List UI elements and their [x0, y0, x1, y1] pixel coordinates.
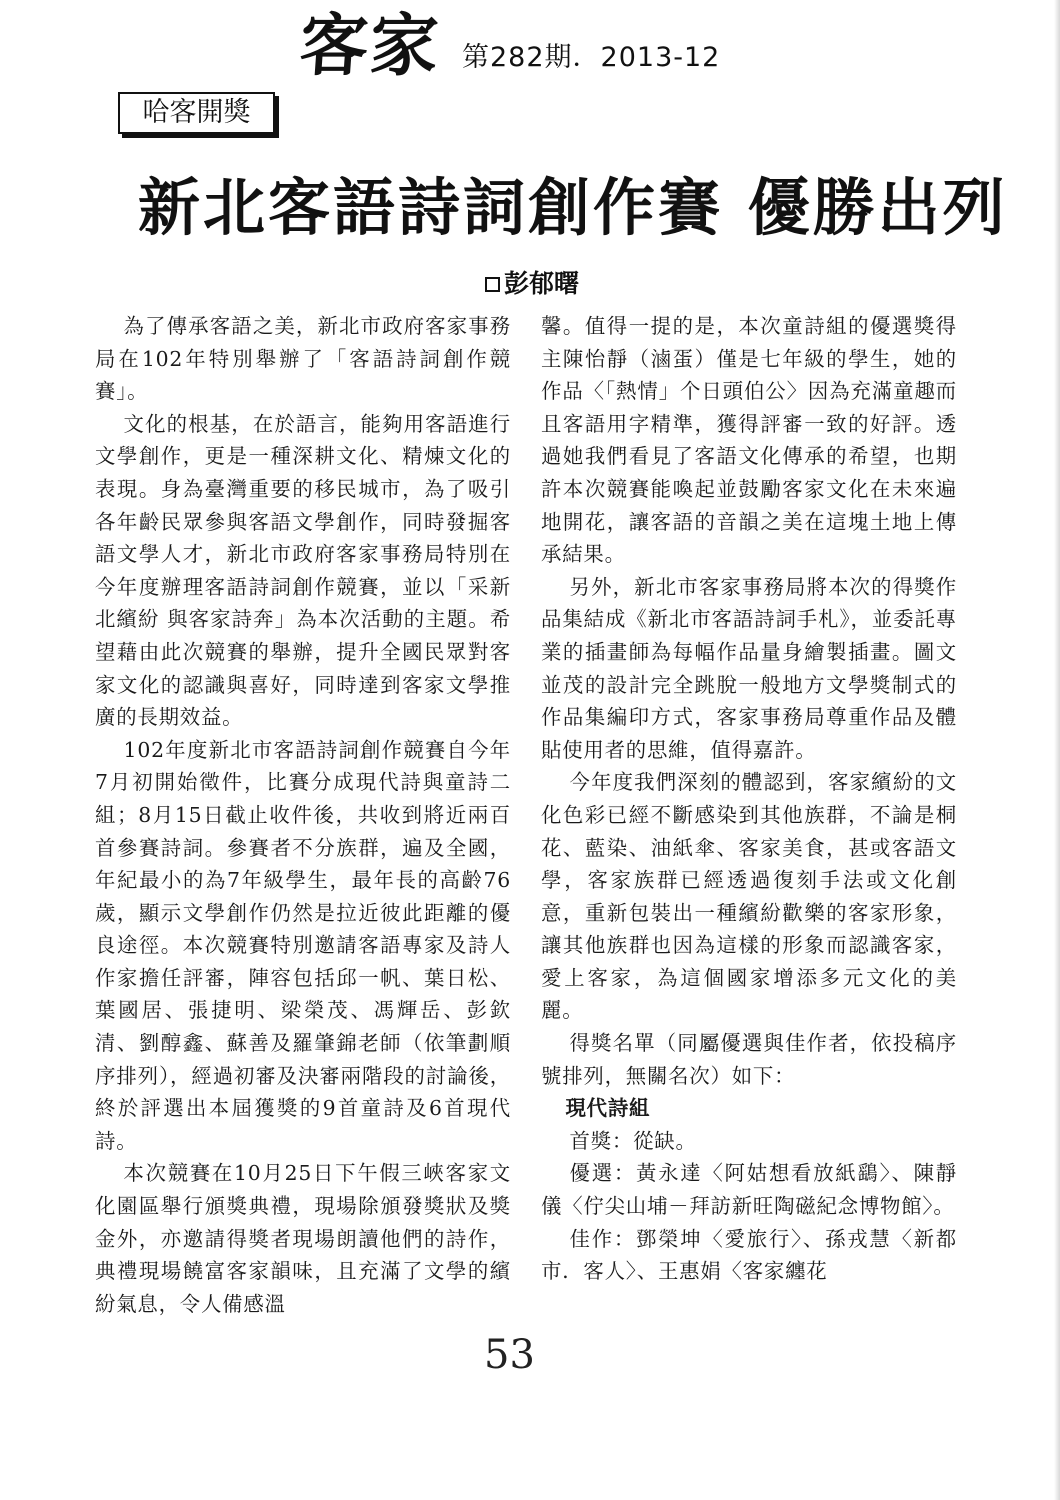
square-bullet-icon	[485, 277, 500, 292]
paragraph: 文化的根基，在於語言，能夠用客語進行文學創作，更是一種深耕文化、精煉文化的表現。身為臺灣重要的移民城市，為了吸引各年齡民眾參與客語文學創作，同時發掘客語文學人才，新北市政府客家事務局特別在今年度辦理客語詩詞創作競賽，並以「采新北繽紛 與客家詩奔」為本次活動的主題。希望藉由此次競賽的舉辦，提升全國民眾對客家文化的認識與喜好，同時達到客家文學推廣的長期效益。	[95, 411, 511, 730]
paragraph: 今年度我們深刻的體認到，客家繽紛的文化色彩已經不斷感染到其他族群，不論是桐花、藍染、油紙傘、客家美食，甚或客語文學，客家族群已經透過復刻手法或文化創意，重新包裝出一種繽紛歡樂的客家形象，讓其他族群也因為這樣的形象而認識客家，愛上客家，為這個國家增添多元文化的美麗。	[541, 770, 957, 1023]
article-column-left	[95, 310, 511, 1320]
article-column-right	[541, 310, 957, 1288]
paragraph: 另外，新北市客家事務局將本次的得獎作品集結成《新北市客語詩詞手札》，並委託專業的插畫師為每幅作品量身繪製插畫。圖文並茂的設計完全跳脫一般地方文學獎制式的作品集編印方式，客家事務局尊重作品及體貼使用者的思維，值得嘉許。	[541, 574, 957, 762]
paragraph: 得獎名單（同屬優選與佳作者，依投稿序號排列，無關名次）如下：	[541, 1031, 957, 1088]
scan-edge-shadow	[1054, 0, 1060, 1500]
paragraph: 102年度新北市客語詩詞創作競賽自今年7月初開始徵件，比賽分成現代詩與童詩二組；8月15日截止收件後，共收到將近兩百首參賽詩詞。參賽者不分族群，遍及全國，年紀最小的為7年級學生，最年長的高齡76歲，顯示文學創作仍然是拉近彼此距離的優良途徑。本次競賽特別邀請客語專家及詩人作家擔任評審，陣容包括邱一帆、葉日松、葉國居、張捷明、梁榮茂、馮輝岳、彭欽清、劉醇鑫、蘇善及羅肇錦老師（依筆劃順序排列），經過初審及決審兩階段的討論後，終於評選出本屆獲獎的9首童詩及6首現代詩。	[95, 737, 511, 1153]
award-entry: 優選：黃永達〈阿姑想看放紙鷂〉、陳靜儀〈佇尖山埔－拜訪新旺陶磁紀念博物館〉。	[541, 1161, 957, 1219]
page-number: 53	[484, 1332, 535, 1378]
award-entry: 佳作：鄧榮坤〈愛旅行〉、孫戎慧〈新都市．客人〉、王惠娟〈客家纏花	[541, 1226, 957, 1284]
magazine-logo: 客家	[297, 6, 443, 86]
awards-subheading: 現代詩組	[565, 1096, 651, 1121]
author-name: 彭郁曙	[504, 269, 580, 298]
byline	[485, 268, 579, 300]
paragraph: 馨。值得一提的是，本次童詩組的優選獎得主陳怡靜（滷蛋）僅是七年級的學生，她的作品〈「熱情」个日頭伯公〉因為充滿童趣而且客語用字精準，獲得評審一致的好評。透過她我們看見了客語文化傳承的希望，也期許本次競賽能喚起並鼓勵客家文化在未來遍地開花，讓客語的音韻之美在這塊土地上傳承結果。	[541, 314, 957, 567]
paragraph: 本次競賽在10月25日下午假三峽客家文化園區舉行頒獎典禮，現場除頒發獎狀及獎金外，亦邀請得獎者現場朗讀他們的詩作，典禮現場饒富客家韻味，且充滿了文學的繽紛氣息，令人備感溫	[95, 1161, 511, 1316]
section-tag: 哈客開獎	[118, 92, 275, 134]
issue-info: 第282期．2013-12	[462, 42, 721, 73]
award-entry: 首獎：從缺。	[569, 1128, 697, 1153]
paragraph: 為了傳承客語之美，新北市政府客家事務局在102年特別舉辦了「客語詩詞創作競賽」。	[95, 314, 511, 404]
article-headline: 新北客語詩詞創作賽 優勝出列	[138, 171, 1008, 244]
